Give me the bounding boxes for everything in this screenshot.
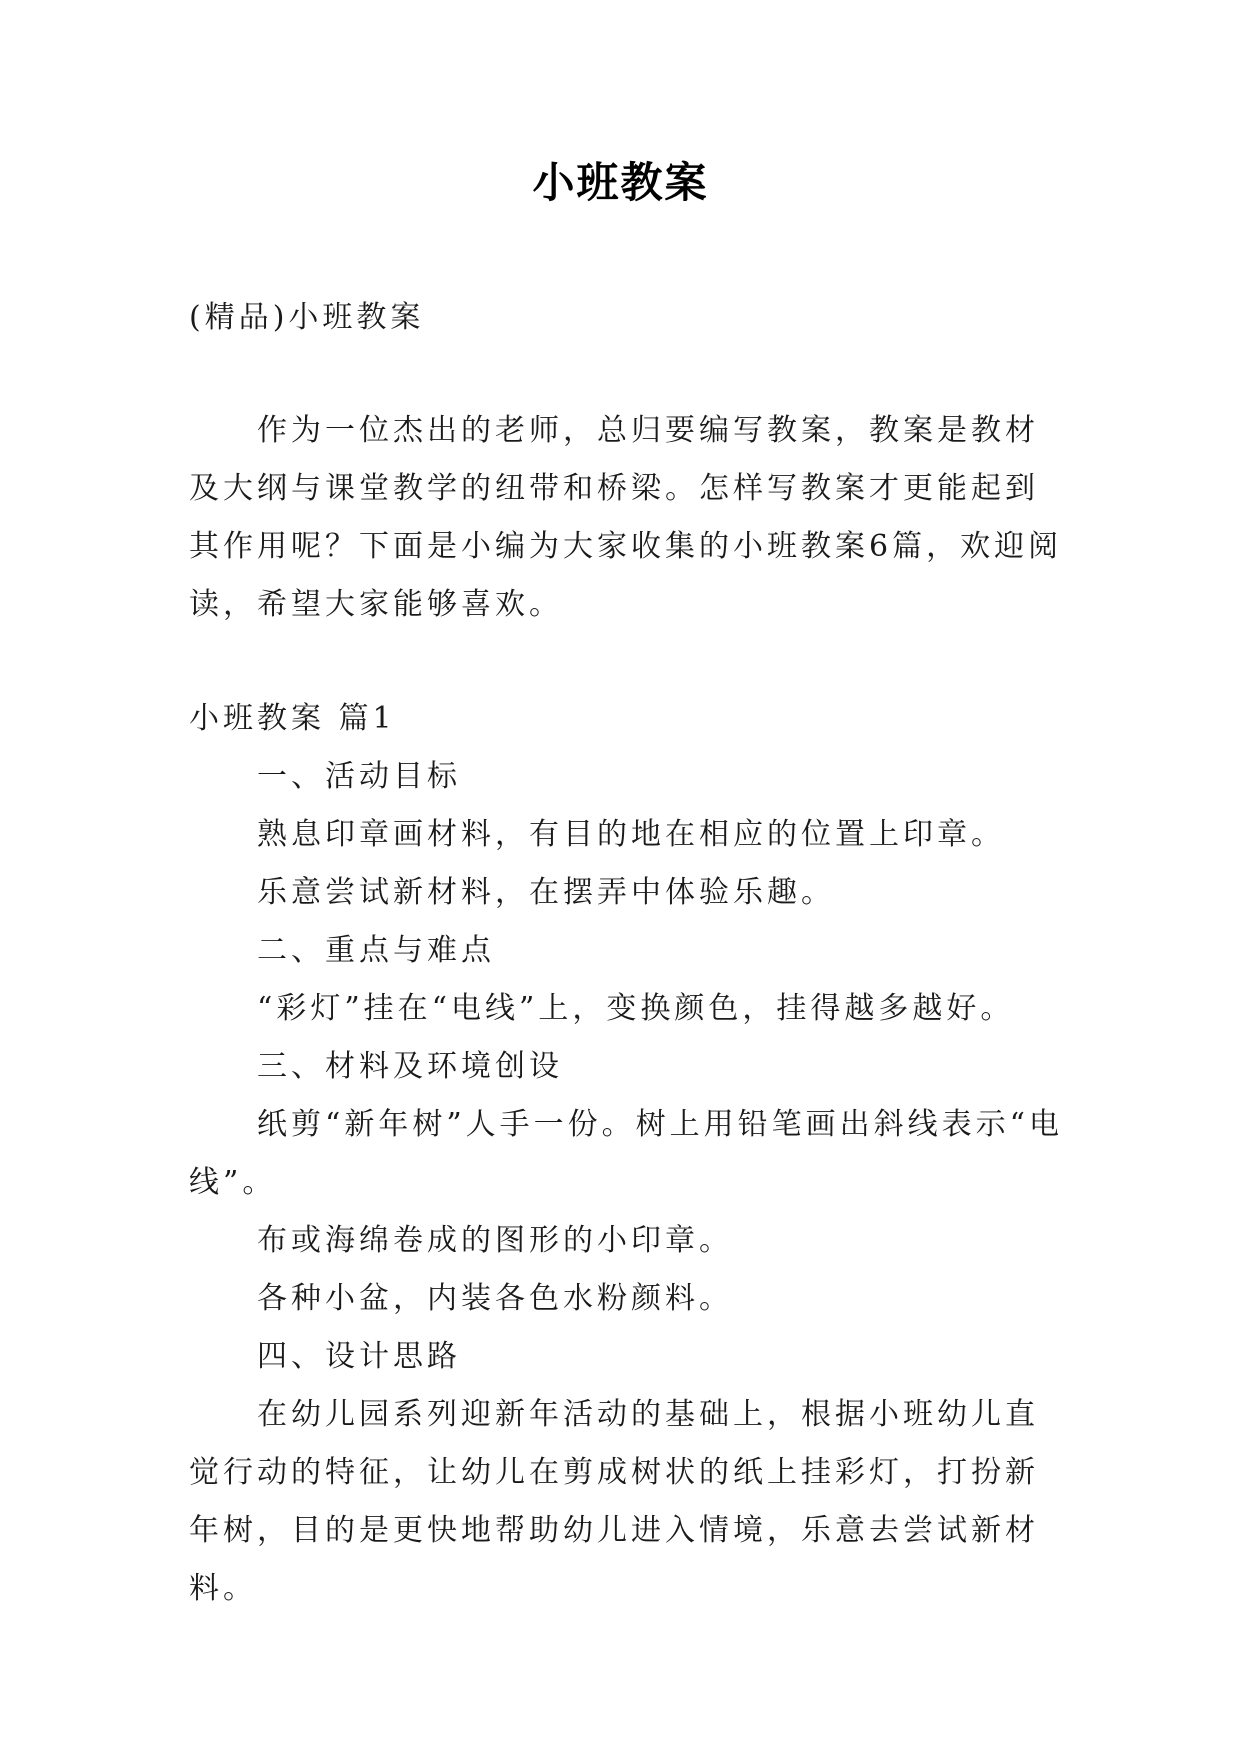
materials-paragraph-3: 各种小盆，内装各色水粉颜料。 bbox=[257, 1281, 733, 1316]
heading-materials: 三、材料及环境创设 bbox=[257, 1049, 563, 1084]
section-title: 小班教案 篇1 bbox=[189, 701, 396, 736]
heading-key-points: 二、重点与难点 bbox=[257, 933, 495, 968]
goal-paragraph-1: 熟息印章画材料，有目的地在相应的位置上印章。 bbox=[257, 817, 1005, 852]
intro-paragraph: 作为一位杰出的老师，总归要编写教案，教案是教材及大纲与课堂教学的纽带和桥梁。怎样写教案才更能起到其作用呢？下面是小编为大家收集的小班教案6篇，欢迎阅读，希望大家能够喜欢。 bbox=[189, 413, 1063, 622]
design-idea-paragraph: 在幼儿园系列迎新年活动的基础上，根据小班幼儿直觉行动的特征，让幼儿在剪成树状的纸上挂彩灯，打扮新年树，目的是更快地帮助幼儿进入情境，乐意去尝试新材料。 bbox=[189, 1397, 1039, 1606]
materials-paragraph-1: 纸剪“新年树”人手一份。树上用铅笔画出斜线表示“电线”。 bbox=[189, 1107, 1064, 1200]
document-subtitle: (精品)小班教案 bbox=[189, 300, 425, 335]
goal-paragraph-2: 乐意尝试新材料，在摆弄中体验乐趣。 bbox=[257, 875, 835, 910]
materials-paragraph-2: 布或海绵卷成的图形的小印章。 bbox=[257, 1223, 733, 1258]
key-points-paragraph: “彩灯”挂在“电线”上，变换颜色，挂得越多越好。 bbox=[257, 991, 1015, 1026]
section-content bbox=[189, 748, 1069, 1618]
heading-activity-goals: 一、活动目标 bbox=[257, 759, 461, 794]
heading-design-idea: 四、设计思路 bbox=[257, 1339, 461, 1374]
document-title: 小班教案 bbox=[532, 158, 709, 207]
